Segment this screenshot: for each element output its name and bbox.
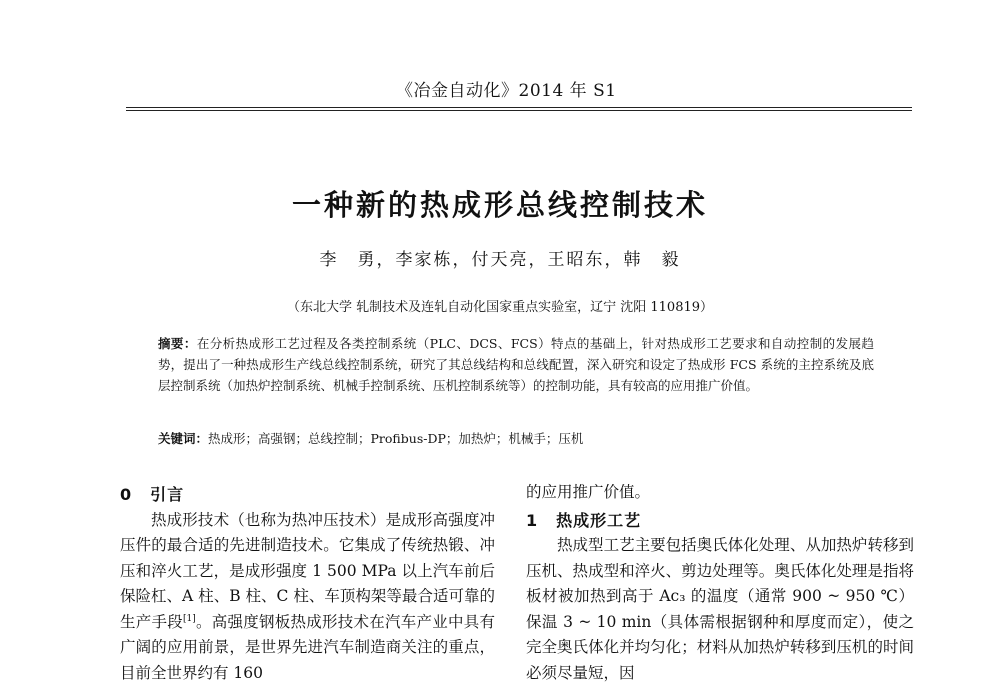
header-rule-secondary — [126, 110, 912, 111]
right-column — [526, 480, 914, 684]
paper-title: 一种新的热成形总线控制技术 — [291, 188, 708, 222]
abstract-text: 在分析热成形工艺过程及各类控制系统（PLC、DCS、FCS）特点的基础上，针对热成形工艺要求和自动控制的发展趋势，提出了一种热成形生产线总线控制系统，研究了其总线结构和总线配置，深入研究和设定了热成形 FCS 系统的主控系统及底层控制系统（加热炉控制系统、机械手控制系统、压机控制系统等）的控制功能，具有较高的应用推广价值。 — [158, 336, 874, 393]
left-column — [120, 480, 495, 684]
keywords-text: 热成形；高强钢；总线控制；Profibus-DP；加热炉；机械手；压机 — [208, 431, 584, 446]
abstract — [158, 333, 874, 396]
carryover-text: 的应用推广价值。 — [526, 483, 651, 501]
body-paragraph: 热成型工艺主要包括奥氏体化处理、从加热炉转移到压机、热成型和淬火、剪边处理等。奥氏体化处理是指将板材被加热到高于 Ac₃ 的温度（通常 900 ~ 950 ℃）保温 3 ~ 10 min（具体需根据钢种和厚度而定），使之完全奥氏体化并均匀化；材料从加热炉转移到压机的时间必须尽量短，因 — [526, 536, 914, 682]
citation-ref: [1] — [183, 613, 196, 624]
section-heading-introduction — [120, 482, 495, 508]
journal-header: 《冶金自动化》2014 年 S1 — [396, 81, 617, 101]
keywords — [158, 428, 874, 449]
paragraph-text: 热成形技术（也称为热冲压技术）是成形高强度冲压件的最合适的先进制造技术。它集成了传统热锻、冲压和淬火工艺，是成形强度 1 500 MPa 以上汽车前后保险杠、A 柱、B 柱、C 柱、车顶构架等最合适可靠的生产手段 — [120, 510, 495, 631]
affiliation: （东北大学 轧制技术及连轧自动化国家重点实验室，辽宁 沈阳 110819） — [286, 300, 714, 315]
section-title: 热成形工艺 — [556, 510, 642, 530]
body-paragraph — [120, 508, 495, 684]
paragraph-text-continued: 。高强度钢板热成形技术在汽车产业中具有广阔的应用前景，是世界先进汽车制造商关注的重点，目前全世界约有 160 — [120, 612, 495, 682]
abstract-label: 摘要： — [158, 336, 197, 351]
section-heading-process — [526, 508, 914, 534]
section-number: 0 — [120, 485, 133, 504]
section-title: 引言 — [150, 485, 185, 504]
header-rule — [126, 107, 912, 108]
section-number: 1 — [526, 510, 539, 530]
author-list: 李 勇，李家栋，付天亮，王昭东，韩 毅 — [319, 250, 681, 270]
keywords-label: 关键词： — [158, 431, 209, 446]
